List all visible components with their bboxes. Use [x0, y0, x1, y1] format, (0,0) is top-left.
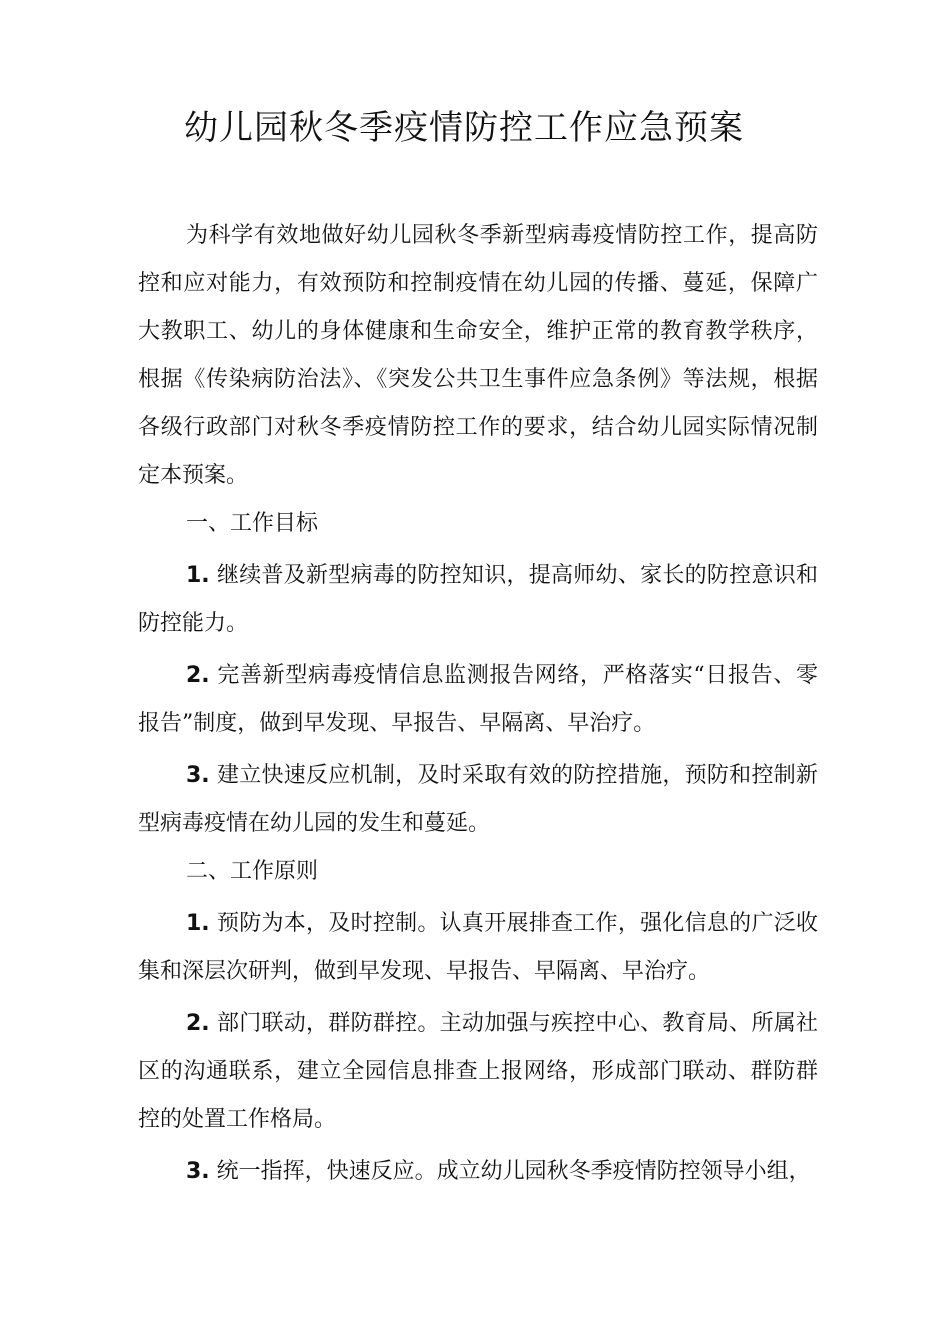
- document-body: [138, 212, 818, 1196]
- intro-paragraph: 为科学有效地做好幼儿园秋冬季新型病毒疫情防控工作，提高防控和应对能力，有效预防和控制疫情在幼儿园的传播、蔓延，保障广大教职工、幼儿的身体健康和生命安全，维护正常的教育教学秩序，根据《传染病防治法》、《突发公共卫生事件应急条例》等法规，根据各级行政部门对秋冬季疫情防控工作的要求，结合幼儿园实际情况制定本预案。: [138, 223, 818, 488]
- principle-item-2: [138, 1000, 818, 1144]
- goal-item-1-text: 继续普及新型病毒的防控知识，提高师幼、家长的防控意识和防控能力。: [138, 563, 818, 636]
- goal-item-2-number: 2.: [186, 663, 210, 688]
- principle-item-2-text: 部门联动，群防群控。主动加强与疾控中心、教育局、所属社区的沟通联系，建立全园信息排查上报网络，形成部门联动、群防群控的处置工作格局。: [138, 1011, 818, 1132]
- principle-item-3-text: 统一指挥，快速反应。成立幼儿园秋冬季疫情防控领导小组，: [216, 1159, 811, 1184]
- principle-item-2-number: 2.: [186, 1011, 210, 1036]
- principle-item-1-text: 预防为本，及时控制。认真开展排查工作，强化信息的广泛收集和深层次研判，做到早发现、早报告、早隔离、早治疗。: [138, 911, 818, 984]
- goal-item-2-text: 完善新型病毒疫情信息监测报告网络，严格落实“日报告、零报告”制度，做到早发现、早报告、早隔离、早治疗。: [138, 663, 819, 736]
- section-heading-goals: 一、工作目标: [186, 511, 319, 536]
- principle-item-1: [138, 900, 818, 996]
- principle-item-3: [138, 1148, 818, 1196]
- goal-item-2: [138, 652, 818, 748]
- principle-item-3-number: 3.: [186, 1159, 210, 1184]
- goal-item-1: [138, 552, 818, 648]
- principle-item-1-number: 1.: [186, 911, 210, 936]
- goal-item-3-text: 建立快速反应机制，及时采取有效的防控措施，预防和控制新型病毒疫情在幼儿园的发生和蔓延。: [138, 763, 818, 836]
- section-heading-principles: 二、工作原则: [186, 859, 319, 884]
- document-title: 幼儿园秋冬季疫情防控工作应急预案: [184, 108, 744, 148]
- goal-item-3-number: 3.: [186, 763, 210, 788]
- goal-item-1-number: 1.: [186, 563, 210, 588]
- goal-item-3: [138, 752, 818, 848]
